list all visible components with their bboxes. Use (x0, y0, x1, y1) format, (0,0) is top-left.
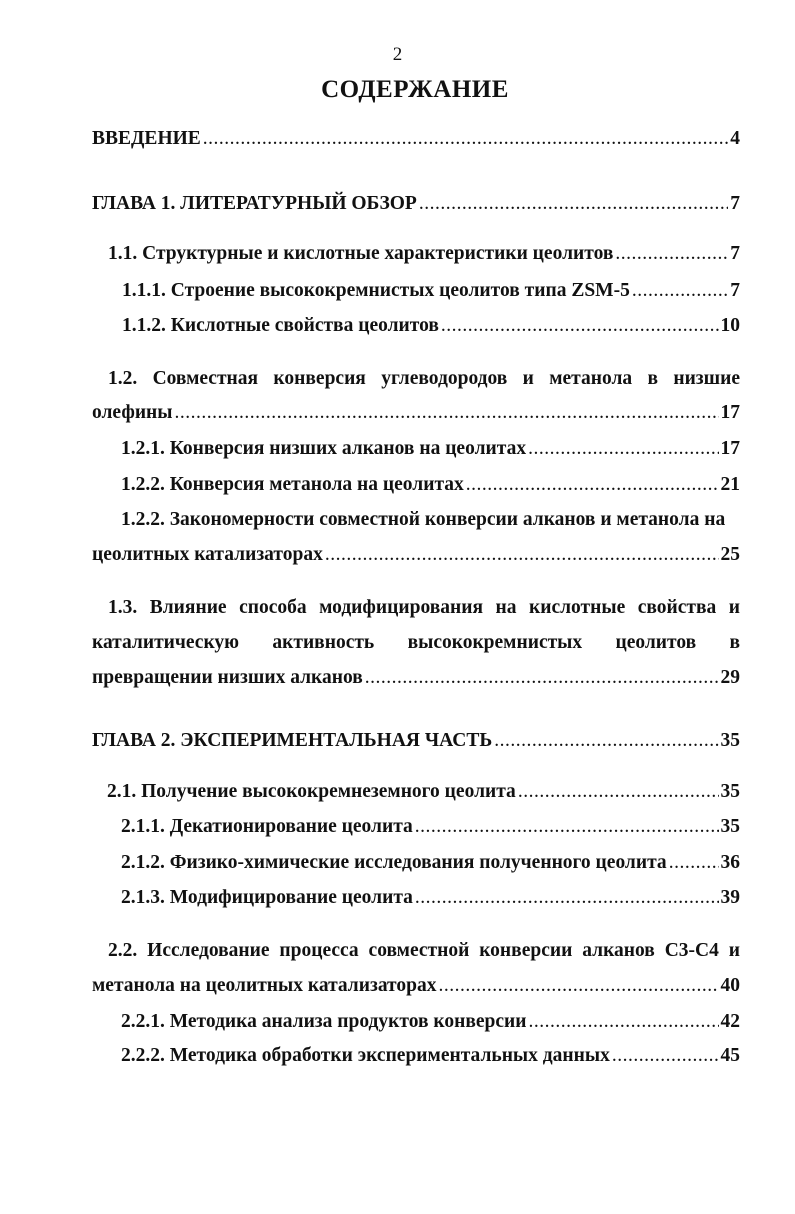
toc-entry-1-1-1[interactable] (122, 280, 740, 302)
toc-entry-2-2-2[interactable] (121, 1045, 740, 1067)
toc-leader-dots (325, 544, 719, 566)
toc-label: цеолитных катализаторах (92, 544, 323, 565)
toc-entry-1-3[interactable] (92, 667, 740, 689)
toc-label: ГЛАВА 1. ЛИТЕРАТУРНЫЙ ОБЗОР (92, 193, 417, 214)
toc-entry-2-2-line1[interactable]: 2.2. Исследование процесса совместной конверсии алканов С3-С4 и (108, 940, 740, 961)
toc-label: 2.2.2. Методика обработки экспериментальных данных (121, 1045, 610, 1066)
toc-label: 1.1.2. Кислотные свойства цеолитов (122, 315, 439, 336)
toc-page-number: 35 (720, 730, 740, 751)
toc-entry-1-3-line2[interactable]: каталитическую активность высококремнистых цеолитов в (92, 632, 740, 653)
toc-entry-1-2-3-line1[interactable]: 1.2.2. Закономерности совместной конверсии алканов и метанола на (121, 509, 726, 530)
toc-page-number: 7 (730, 243, 740, 264)
toc-entry-2-2[interactable] (92, 975, 740, 997)
toc-entry-2-2-1[interactable] (121, 1011, 740, 1033)
toc-leader-dots (528, 438, 718, 460)
toc-leader-dots (466, 474, 719, 496)
toc-label: 2.1.2. Физико-химические исследования полученного цеолита (121, 852, 667, 873)
toc-label: ГЛАВА 2. ЭКСПЕРИМЕНТАЛЬНАЯ ЧАСТЬ (92, 730, 493, 751)
toc-page-number: 10 (720, 315, 740, 336)
toc-label: ВВЕДЕНИЕ (92, 128, 201, 149)
toc-page-number: 39 (720, 887, 740, 908)
toc-label: метанола на цеолитных катализаторах (92, 975, 437, 996)
toc-leader-dots (415, 887, 719, 909)
toc-leader-dots (518, 781, 719, 803)
toc-leader-dots (175, 402, 719, 424)
toc-page-number: 17 (720, 402, 740, 423)
toc-label: 1.2.2. Конверсия метанола на цеолитах (121, 474, 464, 495)
toc-leader-dots (632, 280, 728, 302)
toc-leader-dots (441, 315, 719, 337)
toc-entry-introduction[interactable] (92, 128, 740, 150)
toc-label: превращении низших алканов (92, 667, 363, 688)
page-number: 2 (392, 44, 403, 65)
toc-page-number: 25 (720, 544, 740, 565)
toc-page-number: 40 (720, 975, 740, 996)
toc-entry-1-2-line1[interactable]: 1.2. Совместная конверсия углеводородов и метанола в низшие (108, 368, 740, 389)
toc-entry-2-1-1[interactable] (121, 816, 740, 838)
toc-leader-dots (529, 1011, 719, 1033)
toc-entry-1-1[interactable] (108, 243, 740, 265)
toc-entry-1-3-line1[interactable]: 1.3. Влияние способа модифицирования на кислотные свойства и (108, 597, 740, 618)
toc-label: 2.1.1. Декатионирование цеолита (121, 816, 413, 837)
toc-entry-1-2-1[interactable] (121, 438, 740, 460)
toc-page-number: 36 (720, 852, 740, 873)
toc-entry-2-1[interactable] (107, 781, 740, 803)
toc-entry-2-1-2[interactable] (121, 852, 740, 874)
toc-page-number: 42 (720, 1011, 740, 1032)
toc-label: олефины (92, 402, 173, 423)
toc-entry-2-1-3[interactable] (121, 887, 740, 909)
toc-entry-1-1-2[interactable] (122, 315, 740, 337)
toc-leader-dots (438, 975, 718, 997)
toc-leader-dots (612, 1045, 719, 1067)
toc-page-number: 35 (720, 781, 740, 802)
page-title: СОДЕРЖАНИЕ (321, 76, 509, 103)
toc-leader-dots (415, 816, 719, 838)
toc-entry-1-2[interactable] (92, 402, 740, 424)
toc-leader-dots (419, 193, 728, 215)
toc-label: 1.1. Структурные и кислотные характеристики цеолитов (108, 243, 614, 264)
toc-page-number: 21 (720, 474, 740, 495)
toc-label: 2.2.1. Методика анализа продуктов конверсии (121, 1011, 527, 1032)
toc-page-number: 7 (730, 193, 740, 214)
toc-page-number: 35 (720, 816, 740, 837)
toc-entry-1-2-3[interactable] (92, 544, 740, 566)
toc-label: 1.2.1. Конверсия низших алканов на цеолитах (121, 438, 527, 459)
toc-leader-dots (203, 128, 728, 150)
toc-label: 2.1. Получение высококремнеземного цеолита (107, 781, 516, 802)
toc-page-number: 45 (720, 1045, 740, 1066)
toc-leader-dots (669, 852, 719, 874)
toc-leader-dots (615, 243, 728, 265)
toc-label: 2.1.3. Модифицирование цеолита (121, 887, 413, 908)
toc-page-number: 29 (720, 667, 740, 688)
toc-entry-chapter-1[interactable] (92, 193, 740, 215)
toc-page-number: 7 (730, 280, 740, 301)
toc-page-number: 17 (720, 438, 740, 459)
toc-leader-dots (365, 667, 719, 689)
toc-label: 1.1.1. Строение высококремнистых цеолитов типа ZSM-5 (122, 280, 630, 301)
toc-leader-dots (494, 730, 718, 752)
toc-page-number: 4 (730, 128, 740, 149)
toc-entry-chapter-2[interactable] (92, 730, 740, 752)
toc-entry-1-2-2[interactable] (121, 474, 740, 496)
